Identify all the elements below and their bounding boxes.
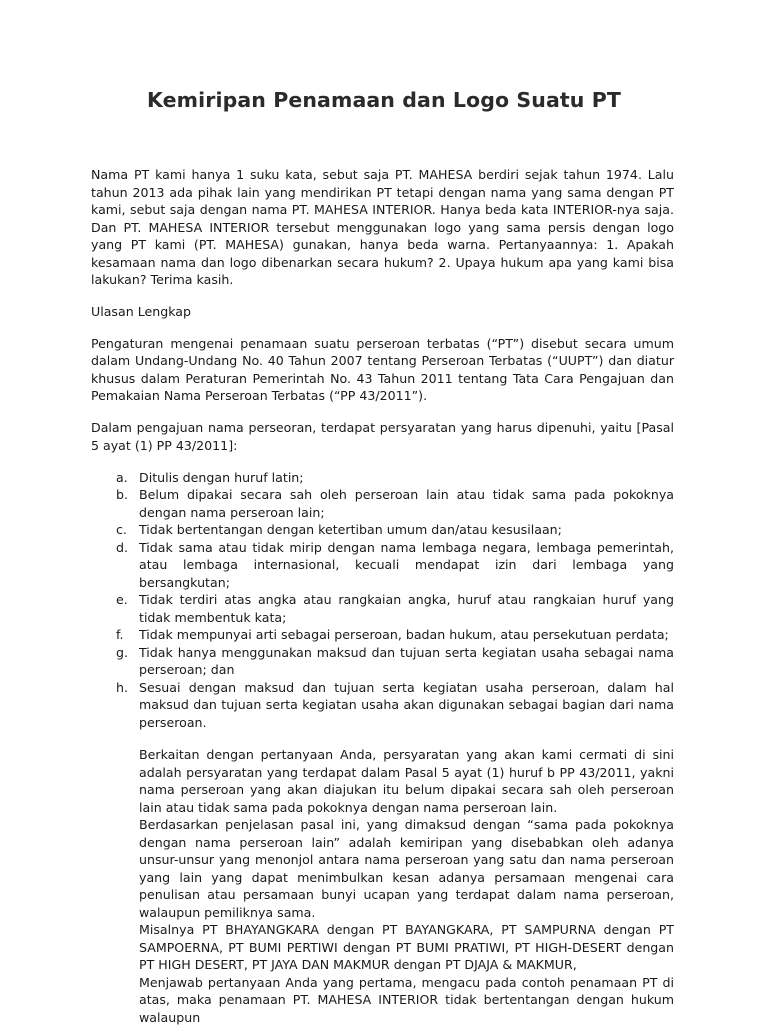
list-item bbox=[91, 644, 674, 679]
discussion-block bbox=[91, 746, 674, 1025]
list-item-text: Tidak mempunyai arti sebagai perseroan, badan hukum, atau persekutuan perdata; bbox=[139, 627, 669, 642]
question-paragraph: Nama PT kami hanya 1 suku kata, sebut saja PT. MAHESA berdiri sejak tahun 1974. Lalu tahun 2013 ada pihak lain yang mendirikan PT tetapi dengan nama yang sama dengan PT kami, sebut saja dengan nama PT. MAHESA INTERIOR. Hanya beda kata INTERIOR-nya saja. Dan PT. MAHESA INTERIOR tersebut menggunakan logo yang sama persis dengan logo yang PT kami (PT. MAHESA) gunakan, hanya beda warna. Pertanyaannya: 1. Apakah kesamaan nama dan logo dibenarkan secara hukum? 2. Upaya hukum apa yang kami bisa lakukan? Terima kasih. bbox=[91, 167, 674, 287]
list-item-text: Ditulis dengan huruf latin; bbox=[139, 469, 304, 485]
list-marker: e. bbox=[116, 592, 128, 607]
list-item bbox=[91, 626, 674, 644]
list-item-text: Tidak sama atau tidak mirip dengan nama lembaga negara, lembaga pemerintah, atau lembaga internasional, kecuali mendapat izin dari lembaga yang bersangkutan; bbox=[139, 539, 674, 590]
list-item-text: Tidak hanya menggunakan maksud dan tujuan serta kegiatan usaha sebagai nama perseroan; dan bbox=[139, 644, 674, 677]
list-marker: b. bbox=[116, 487, 128, 502]
document-title: Kemiripan Penamaan dan Logo Suatu PT bbox=[147, 88, 621, 112]
list-marker: d. bbox=[116, 539, 128, 555]
list-item bbox=[91, 521, 674, 539]
list-marker: f. bbox=[116, 627, 124, 642]
list-marker: g. bbox=[116, 644, 128, 660]
document-body bbox=[91, 166, 674, 1025]
list-marker: h. bbox=[116, 679, 128, 695]
list-item bbox=[91, 679, 674, 732]
list-item bbox=[91, 591, 674, 626]
list-item bbox=[91, 469, 674, 487]
discussion-paragraph: Menjawab pertanyaan Anda yang pertama, mengacu pada contoh penamaan PT di atas, maka penamaan PT. MAHESA INTERIOR tidak bertentangan dengan hukum walaupun bbox=[139, 974, 674, 1025]
list-item bbox=[91, 539, 674, 592]
requirements-intro: Dalam pengajuan nama perseoran, terdapat persyaratan yang harus dipenuhi, yaitu [Pasal 5 ayat (1) PP 43/2011]: bbox=[91, 420, 674, 453]
list-item-text: Tidak terdiri atas angka atau rangkaian angka, huruf atau rangkaian huruf yang tidak membentuk kata; bbox=[139, 592, 674, 625]
list-item-text: Sesuai dengan maksud dan tujuan serta kegiatan usaha perseroan, dalam hal maksud dan tujuan serta kegiatan usaha akan digunakan sebagai bagian dari nama perseroan. bbox=[139, 679, 674, 730]
discussion-paragraph: Berdasarkan penjelasan pasal ini, yang dimaksud dengan “sama pada pokoknya dengan nama perseroan lain” adalah kemiripan yang disebabkan oleh adanya unsur-unsur yang menonjol antara nama perseroan yang satu dan nama perseroan yang lain yang dapat menimbulkan kesan adanya persamaan mengenai cara penulisan atau persamaan bunyi ucapan yang terdapat dalam nama perseroan, walaupun pemiliknya sama. bbox=[139, 817, 674, 920]
discussion-paragraph: Misalnya PT BHAYANGKARA dengan PT BAYANGKARA, PT SAMPURNA dengan PT SAMPOERNA, PT BUMI PERTIWI dengan PT BUMI PRATIWI, PT HIGH-DESERT dengan PT HIGH DESERT, PT JAYA DAN MAKMUR dengan PT DJAJA & MAKMUR, bbox=[139, 922, 674, 972]
list-item-text: Belum dipakai secara sah oleh perseroan lain atau tidak sama pada pokoknya dengan nama perseroan lain; bbox=[139, 487, 674, 520]
section-heading: Ulasan Lengkap bbox=[91, 304, 191, 319]
list-item-text: Tidak bertentangan dengan ketertiban umum dan/atau kesusilaan; bbox=[139, 522, 562, 537]
list-marker: c. bbox=[116, 522, 127, 537]
requirements-list bbox=[91, 469, 674, 732]
list-marker: a. bbox=[116, 469, 128, 485]
discussion-paragraph: Berkaitan dengan pertanyaan Anda, persyaratan yang akan kami cermati di sini adalah persyaratan yang terdapat dalam Pasal 5 ayat (1) huruf b PP 43/2011, yakni nama perseroan yang akan diajukan itu belum dipakai secara sah oleh perseroan lain atau tidak sama pada pokoknya dengan nama perseroan lain. bbox=[139, 747, 674, 815]
list-item bbox=[91, 486, 674, 521]
intro-paragraph: Pengaturan mengenai penamaan suatu perseroan terbatas (“PT”) disebut secara umum dalam Undang-Undang No. 40 Tahun 2007 tentang Perseroan Terbatas (“UUPT”) dan diatur khusus dalam Peraturan Pemerintah No. 43 Tahun 2011 tentang Tata Cara Pengajuan dan Pemakaian Nama Perseroan Terbatas (“PP 43/2011”). bbox=[91, 335, 674, 403]
